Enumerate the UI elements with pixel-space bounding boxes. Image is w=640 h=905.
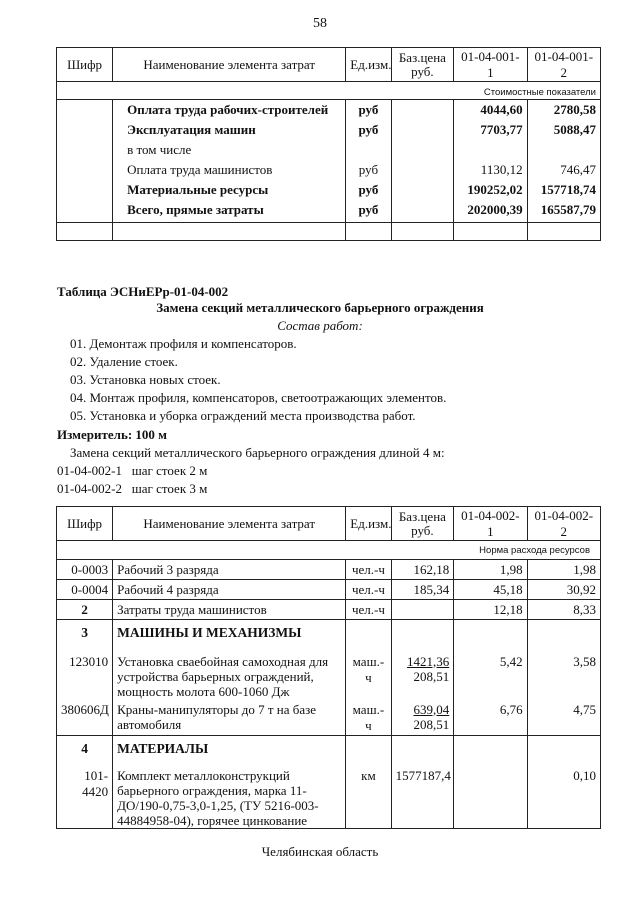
row-v1: 4044,60	[454, 100, 527, 121]
row-name: Материальные ресурсы	[113, 180, 346, 200]
variant-item	[57, 481, 207, 497]
work-item: 04. Монтаж профиля, компенсаторов, светоотражающих элементов.	[70, 390, 447, 405]
row-name: Рабочий 4 разряда	[113, 580, 346, 600]
table-row	[57, 600, 601, 620]
section-code: 3	[57, 620, 113, 650]
row-unit: чел.-ч	[346, 580, 391, 600]
row-name: Установка сваебойная самоходная для устройства барьерных ограждений, мощность молота 600-1060 Дж	[113, 650, 346, 700]
page-number: 58	[313, 16, 327, 31]
work-item: 05. Установка и уборка ограждений места производства работ.	[70, 408, 416, 423]
table-subtitle: Замена секций металлического барьерного ограждения	[156, 300, 484, 315]
col-v1: 01-04-002-1	[454, 507, 527, 541]
table-row	[57, 140, 601, 160]
row-name: Комплект металлоконструкций барьерного ограждения, марка 11-ДО/190-0,75-3,0-1,25, (ТУ 5216-003-44884958-04), горячее цинкование	[113, 764, 346, 829]
table-row	[57, 180, 601, 200]
table-row	[57, 764, 601, 829]
table-title: Таблица ЭСНиЕРр-01-04-002	[57, 284, 229, 299]
row-name: Затраты труда машинистов	[113, 600, 346, 620]
row-code: 380606Д	[57, 700, 113, 736]
variant-code: 01-04-002-2	[57, 481, 122, 496]
col-code: Шифр	[57, 48, 113, 82]
row-v1: 5,42	[454, 650, 527, 700]
col-name: Наименование элемента затрат	[113, 507, 346, 541]
row-unit: чел.-ч	[346, 600, 391, 620]
row-v1	[454, 764, 527, 829]
row-price: 162,18	[391, 560, 454, 580]
work-item: 02. Удаление стоек.	[70, 354, 178, 369]
variant-text: шаг стоек 3 м	[131, 481, 208, 496]
row-price-bottom: 208,51	[413, 668, 450, 684]
row-v2: 3,58	[527, 650, 600, 700]
row-unit: км	[346, 764, 391, 829]
row-v1: 1130,12	[454, 160, 527, 180]
table-row	[57, 700, 601, 736]
row-price-top: 639,04	[413, 701, 450, 717]
row-unit: маш.-ч	[346, 700, 391, 736]
row-code: 123010	[57, 650, 113, 700]
row-v2: 157718,74	[527, 180, 600, 200]
table-row	[57, 650, 601, 700]
table-row	[57, 560, 601, 580]
col-code: Шифр	[57, 507, 113, 541]
col-v2: 01-04-002-2	[527, 507, 600, 541]
row-name: Всего, прямые затраты	[113, 200, 346, 223]
row-v2: 4,75	[527, 700, 600, 736]
section-row	[57, 736, 601, 764]
table-row	[57, 200, 601, 223]
row-v1: 6,76	[454, 700, 527, 736]
measurer: Измеритель: 100 м	[57, 427, 168, 442]
table2-subheader: Норма расхода ресурсов	[57, 541, 601, 560]
row-price: 185,34	[391, 580, 454, 600]
row-price-bottom: 208,51	[413, 716, 450, 732]
row-v1: 45,18	[454, 580, 527, 600]
row-v2: 30,92	[527, 580, 600, 600]
col-unit: Ед.изм.	[346, 507, 391, 541]
row-v1: 1,98	[454, 560, 527, 580]
footer-region: Челябинская область	[261, 844, 379, 859]
col-price: Баз.цена руб.	[391, 48, 454, 82]
row-v2: 5088,47	[527, 120, 600, 140]
col-unit: Ед.изм.	[346, 48, 391, 82]
row-name: Краны-манипуляторы до 7 т на базе автомобиля	[113, 700, 346, 736]
row-code: 0-0003	[57, 560, 113, 580]
row-price-top: 1421,36	[406, 653, 450, 669]
col-v1: 01-04-001-1	[454, 48, 527, 82]
resource-norms-table	[56, 506, 601, 829]
table1-subheader: Стоимостные показатели	[57, 82, 601, 100]
row-code: 101-4420	[57, 764, 113, 829]
row-code: 2	[57, 600, 113, 620]
row-name: Оплата труда рабочих-строителей	[113, 100, 346, 121]
row-code: 0-0004	[57, 580, 113, 600]
works-heading: Состав работ:	[277, 318, 363, 333]
col-name: Наименование элемента затрат	[113, 48, 346, 82]
col-v2: 01-04-001-2	[527, 48, 600, 82]
row-v1: 202000,39	[454, 200, 527, 223]
section-title: МАТЕРИАЛЫ	[113, 736, 346, 764]
row-name: Оплата труда машинистов	[113, 160, 346, 180]
row-v2: 2780,58	[527, 100, 600, 121]
row-v2: 1,98	[527, 560, 600, 580]
variant-text: шаг стоек 2 м	[131, 463, 208, 478]
work-item: 01. Демонтаж профиля и компенсаторов.	[70, 336, 297, 351]
variant-item	[57, 463, 207, 479]
row-name: Эксплуатация машин	[113, 120, 346, 140]
row-name: в том числе	[113, 140, 346, 160]
row-v1: 7703,77	[454, 120, 527, 140]
table-row	[57, 160, 601, 180]
row-unit: чел.-ч	[346, 560, 391, 580]
row-name: Рабочий 3 разряда	[113, 560, 346, 580]
row-unit: руб	[346, 200, 391, 223]
table-row	[57, 580, 601, 600]
row-v2: 165587,79	[527, 200, 600, 223]
section-title: МАШИНЫ И МЕХАНИЗМЫ	[113, 620, 346, 650]
row-v1: 12,18	[454, 600, 527, 620]
row-v2: 746,47	[527, 160, 600, 180]
row-unit: руб	[346, 120, 391, 140]
description: Замена секций металлического барьерного ограждения длиной 4 м:	[70, 445, 445, 460]
col-price: Баз.цена руб.	[391, 507, 454, 541]
row-unit: руб	[346, 100, 391, 121]
row-v2: 0,10	[527, 764, 600, 829]
variant-code: 01-04-002-1	[57, 463, 122, 478]
work-item: 03. Установка новых стоек.	[70, 372, 221, 387]
table-row	[57, 100, 601, 121]
row-price: 1577187,4	[391, 764, 454, 829]
row-unit: маш.-ч	[346, 650, 391, 700]
table-row	[57, 120, 601, 140]
row-v2: 8,33	[527, 600, 600, 620]
section-code: 4	[57, 736, 113, 764]
row-v1: 190252,02	[454, 180, 527, 200]
row-unit: руб	[346, 180, 391, 200]
section-row	[57, 620, 601, 650]
cost-indicators-table	[56, 47, 601, 241]
row-unit: руб	[346, 160, 391, 180]
